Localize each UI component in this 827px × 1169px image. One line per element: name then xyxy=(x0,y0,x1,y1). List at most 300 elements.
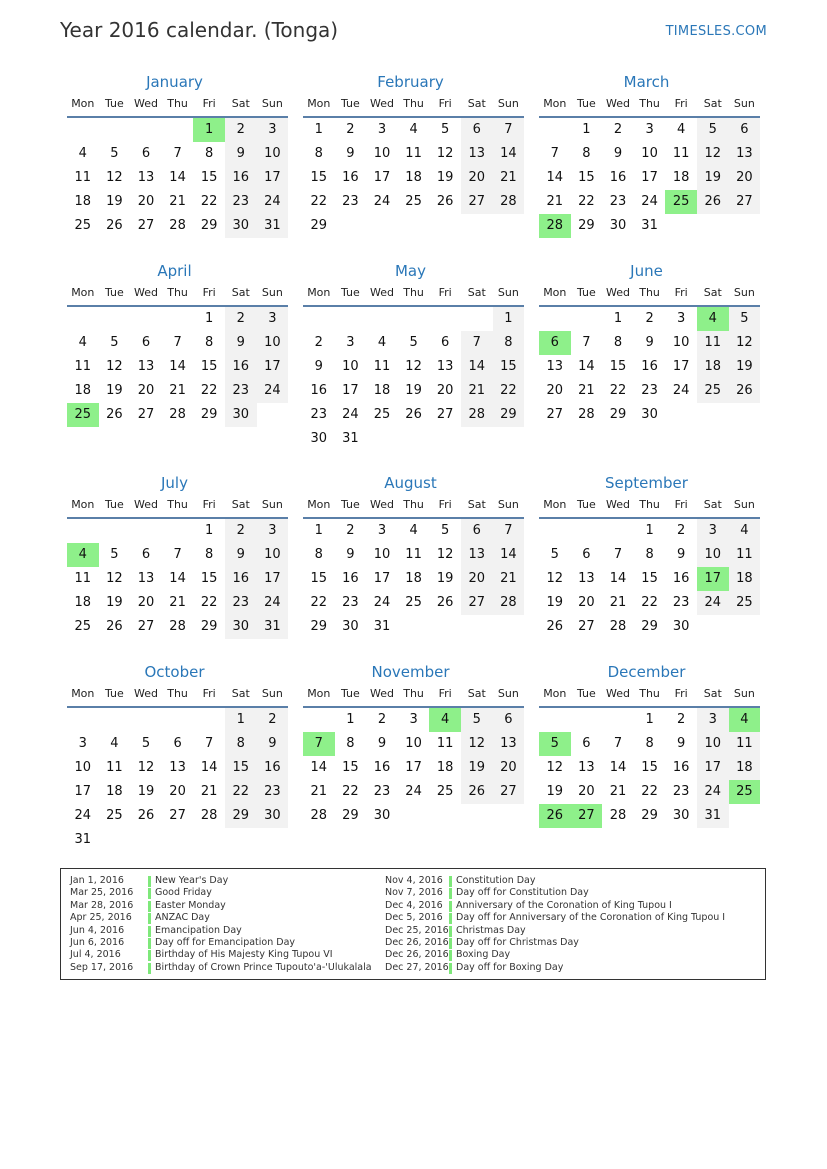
holiday-name: Day off for Anniversary of the Coronation of King Tupou I xyxy=(456,912,726,924)
day-cell: 16 xyxy=(672,760,690,775)
weekday-header: Fri xyxy=(438,97,452,110)
holiday-day: 25 xyxy=(67,403,99,427)
weekday-header: Sat xyxy=(703,97,722,110)
month-july xyxy=(61,473,282,639)
holiday-date: Mar 25, 2016 xyxy=(70,887,134,899)
day-cell: 18 xyxy=(729,756,761,780)
day-cell: 23 xyxy=(609,194,627,209)
day-cell: 18 xyxy=(74,383,92,398)
site-link[interactable]: TIMESLES.COM xyxy=(665,24,767,39)
day-cell: 27 xyxy=(493,780,525,804)
month-grid xyxy=(539,682,754,828)
month-february xyxy=(297,72,518,238)
weekday-header: Fri xyxy=(438,498,452,511)
day-cell: 6 xyxy=(141,146,151,161)
day-cell: 22 xyxy=(225,780,257,804)
day-cell: 17 xyxy=(697,756,729,780)
day-cell: 7 xyxy=(582,335,591,350)
day-cell: 16 xyxy=(225,166,257,190)
empty-cell xyxy=(130,118,162,142)
day-cell: 9 xyxy=(645,335,654,350)
day-cell: 31 xyxy=(373,619,391,634)
day-cell: 22 xyxy=(200,383,218,398)
day-cell: 28 xyxy=(169,218,186,233)
month-september xyxy=(533,473,754,639)
day-cell: 1 xyxy=(613,311,623,326)
day-cell: 29 xyxy=(609,407,627,422)
day-cell: 14 xyxy=(169,571,186,586)
day-cell: 10 xyxy=(697,732,729,756)
day-cell: 1 xyxy=(205,523,214,538)
day-cell: 26 xyxy=(436,595,454,610)
day-cell: 3 xyxy=(346,335,355,350)
day-cell: 1 xyxy=(645,712,654,727)
holiday-date: Jun 4, 2016 xyxy=(70,924,125,936)
weekday-header: Fri xyxy=(202,498,216,511)
day-cell: 25 xyxy=(405,194,422,209)
month-grid xyxy=(67,493,282,639)
month-may xyxy=(297,261,518,451)
holiday-marker xyxy=(449,926,452,937)
holiday-name: Day off for Emancipation Day xyxy=(155,936,296,948)
empty-cell xyxy=(539,307,571,331)
day-cell: 10 xyxy=(405,736,422,751)
day-cell: 20 xyxy=(461,166,493,190)
day-cell: 9 xyxy=(225,331,257,355)
day-cell: 6 xyxy=(141,547,151,562)
empty-cell xyxy=(602,519,634,543)
month-grid xyxy=(67,92,282,238)
weekday-header: Fri xyxy=(674,498,688,511)
month-december xyxy=(533,662,754,828)
day-cell: 29 xyxy=(310,218,328,233)
day-cell: 26 xyxy=(405,407,422,422)
holiday-day: 28 xyxy=(539,214,571,238)
day-cell: 1 xyxy=(582,122,591,137)
day-cell: 20 xyxy=(578,595,595,610)
day-cell: 3 xyxy=(257,118,289,142)
holiday-row xyxy=(385,937,765,949)
month-name: November xyxy=(371,663,450,681)
month-name: March xyxy=(623,73,670,91)
day-cell: 25 xyxy=(697,379,729,403)
day-cell: 29 xyxy=(641,808,658,823)
weekday-header: Mon xyxy=(71,687,95,700)
day-cell: 4 xyxy=(110,736,119,751)
weekday-header: Wed xyxy=(605,97,630,110)
day-cell: 18 xyxy=(74,595,92,610)
day-cell: 16 xyxy=(310,383,328,398)
day-cell: 18 xyxy=(405,571,422,586)
day-cell: 20 xyxy=(137,383,155,398)
holiday-date: Jul 4, 2016 xyxy=(70,949,121,961)
day-cell: 29 xyxy=(342,808,359,823)
holiday-marker xyxy=(449,938,452,949)
holiday-marker xyxy=(449,950,452,961)
weekday-header: Fri xyxy=(438,286,452,299)
day-cell: 14 xyxy=(169,359,186,374)
holiday-date: Nov 4, 2016 xyxy=(385,875,443,886)
day-cell: 10 xyxy=(641,146,658,161)
holiday-marker xyxy=(148,963,151,974)
holiday-day: 27 xyxy=(571,804,603,828)
day-cell: 6 xyxy=(141,335,151,350)
holiday-date: Jan 1, 2016 xyxy=(70,875,124,886)
day-cell: 21 xyxy=(609,595,627,610)
holiday-day: 5 xyxy=(539,732,571,756)
day-cell: 16 xyxy=(225,567,257,591)
day-cell: 3 xyxy=(677,311,686,326)
weekday-header: Sun xyxy=(497,97,519,110)
weekday-header: Tue xyxy=(104,498,124,511)
weekday-header: Sun xyxy=(733,97,755,110)
day-cell: 4 xyxy=(729,519,761,543)
day-cell: 27 xyxy=(137,407,155,422)
weekday-header: Sat xyxy=(467,286,486,299)
month-name: January xyxy=(146,73,203,91)
day-cell: 7 xyxy=(173,547,182,562)
holiday-row xyxy=(385,887,765,899)
day-cell: 14 xyxy=(200,760,218,775)
day-cell: 3 xyxy=(257,307,289,331)
weekday-header: Sat xyxy=(231,97,250,110)
day-cell: 31 xyxy=(257,615,289,639)
day-cell: 9 xyxy=(346,146,355,161)
day-cell: 21 xyxy=(578,383,595,398)
month-grid xyxy=(67,682,282,852)
day-cell: 3 xyxy=(697,519,729,543)
day-cell: 1 xyxy=(314,523,323,538)
day-cell: 17 xyxy=(373,170,391,185)
day-cell: 13 xyxy=(578,760,595,775)
day-cell: 12 xyxy=(436,547,454,562)
day-cell: 28 xyxy=(493,190,525,214)
day-cell: 23 xyxy=(641,383,658,398)
day-cell: 13 xyxy=(169,760,186,775)
weekday-header: Sat xyxy=(467,97,486,110)
weekday-header: Sun xyxy=(497,498,519,511)
weekday-header: Wed xyxy=(369,97,394,110)
day-cell: 12 xyxy=(546,760,564,775)
day-cell: 19 xyxy=(106,595,123,610)
weekday-header: Sun xyxy=(733,498,755,511)
holiday-date: Dec 27, 2016 xyxy=(385,961,449,973)
day-cell: 27 xyxy=(461,190,493,214)
day-cell: 2 xyxy=(346,523,355,538)
empty-cell xyxy=(99,708,131,732)
holiday-marker xyxy=(148,950,151,961)
day-cell: 28 xyxy=(609,619,627,634)
day-cell: 13 xyxy=(546,359,564,374)
holiday-date: Dec 25, 2016 xyxy=(385,924,449,936)
day-cell: 8 xyxy=(582,146,591,161)
weekday-header: Fri xyxy=(674,97,688,110)
day-cell: 28 xyxy=(169,407,186,422)
day-cell: 13 xyxy=(137,170,155,185)
empty-cell xyxy=(99,519,131,543)
day-cell: 22 xyxy=(641,784,658,799)
day-cell: 9 xyxy=(377,736,387,751)
day-cell: 17 xyxy=(641,170,658,185)
day-cell: 8 xyxy=(225,732,257,756)
weekday-header: Thu xyxy=(403,687,424,700)
day-cell: 6 xyxy=(461,519,493,543)
day-cell: 30 xyxy=(342,619,359,634)
day-cell: 2 xyxy=(225,519,257,543)
day-cell: 27 xyxy=(137,218,155,233)
day-cell: 8 xyxy=(314,146,323,161)
day-cell: 3 xyxy=(78,736,87,751)
weekday-header: Mon xyxy=(71,97,95,110)
empty-cell xyxy=(539,118,571,142)
month-name: June xyxy=(630,262,663,280)
day-cell: 25 xyxy=(106,808,123,823)
day-cell: 24 xyxy=(342,407,359,422)
month-name: October xyxy=(144,663,205,681)
month-name: April xyxy=(157,262,192,280)
holiday-date: Mar 28, 2016 xyxy=(70,899,134,911)
weekday-header: Sat xyxy=(703,687,722,700)
day-cell: 11 xyxy=(697,331,729,355)
day-cell: 23 xyxy=(672,595,690,610)
day-cell: 22 xyxy=(609,383,627,398)
day-cell: 29 xyxy=(641,619,658,634)
holiday-day: 7 xyxy=(303,732,335,756)
day-cell: 22 xyxy=(310,194,328,209)
weekday-header: Sat xyxy=(231,286,250,299)
day-cell: 20 xyxy=(169,784,186,799)
day-cell: 2 xyxy=(677,712,686,727)
weekday-header: Wed xyxy=(133,97,158,110)
day-cell: 5 xyxy=(110,547,119,562)
empty-cell xyxy=(130,307,162,331)
holiday-marker xyxy=(449,901,452,912)
weekday-header: Fri xyxy=(202,97,216,110)
empty-cell xyxy=(67,118,99,142)
day-cell: 19 xyxy=(106,383,123,398)
holiday-row xyxy=(385,912,765,924)
month-august xyxy=(297,473,518,639)
weekday-header: Wed xyxy=(133,286,158,299)
day-cell: 25 xyxy=(74,619,92,634)
holiday-name: Day off for Boxing Day xyxy=(456,961,564,973)
day-cell: 4 xyxy=(409,523,418,538)
day-cell: 9 xyxy=(225,142,257,166)
day-cell: 21 xyxy=(461,379,493,403)
day-cell: 24 xyxy=(672,383,690,398)
day-cell: 18 xyxy=(405,170,422,185)
weekday-header: Thu xyxy=(167,687,188,700)
day-cell: 18 xyxy=(106,784,123,799)
month-name: August xyxy=(384,474,437,492)
holiday-marker xyxy=(449,888,452,899)
day-cell: 28 xyxy=(609,808,627,823)
weekday-header: Wed xyxy=(605,498,630,511)
holiday-name: Anniversary of the Coronation of King Tupou I xyxy=(456,899,672,911)
weekday-header: Mon xyxy=(307,498,331,511)
day-cell: 31 xyxy=(342,431,359,446)
weekday-header: Sun xyxy=(261,97,283,110)
empty-cell xyxy=(335,307,367,331)
weekday-header: Thu xyxy=(403,498,424,511)
day-cell: 30 xyxy=(672,619,690,634)
weekday-header: Thu xyxy=(167,97,188,110)
day-cell: 11 xyxy=(729,732,761,756)
day-cell: 15 xyxy=(310,170,328,185)
weekday-header: Sat xyxy=(703,498,722,511)
day-cell: 1 xyxy=(225,708,257,732)
weekday-header: Tue xyxy=(340,498,360,511)
day-cell: 12 xyxy=(729,331,761,355)
day-cell: 27 xyxy=(546,407,564,422)
holiday-date: Dec 26, 2016 xyxy=(385,949,449,961)
holiday-day: 6 xyxy=(539,331,571,355)
weekday-header: Wed xyxy=(605,687,630,700)
day-cell: 8 xyxy=(613,335,623,350)
day-cell: 8 xyxy=(314,547,323,562)
day-cell: 2 xyxy=(645,311,654,326)
day-cell: 23 xyxy=(342,194,359,209)
holiday-day: 17 xyxy=(697,567,729,591)
day-cell: 19 xyxy=(405,383,422,398)
day-cell: 23 xyxy=(225,379,257,403)
day-cell: 18 xyxy=(729,567,761,591)
weekday-header: Fri xyxy=(674,687,688,700)
day-cell: 24 xyxy=(257,379,289,403)
day-cell: 2 xyxy=(613,122,623,137)
weekday-header: Sun xyxy=(261,687,283,700)
day-cell: 16 xyxy=(342,170,359,185)
day-cell: 15 xyxy=(641,571,658,586)
day-cell: 3 xyxy=(697,708,729,732)
day-cell: 9 xyxy=(225,543,257,567)
day-cell: 5 xyxy=(550,547,559,562)
holiday-row xyxy=(385,949,765,961)
day-cell: 15 xyxy=(609,359,627,374)
day-cell: 12 xyxy=(106,170,123,185)
day-cell: 30 xyxy=(225,214,257,238)
day-cell: 23 xyxy=(310,407,328,422)
day-cell: 2 xyxy=(677,523,686,538)
holiday-marker xyxy=(449,876,452,887)
day-cell: 11 xyxy=(74,571,92,586)
day-cell: 15 xyxy=(200,170,218,185)
day-cell: 22 xyxy=(493,379,525,403)
day-cell: 23 xyxy=(373,784,391,799)
day-cell: 29 xyxy=(225,804,257,828)
weekday-header: Sun xyxy=(497,286,519,299)
day-cell: 2 xyxy=(314,335,323,350)
day-cell: 23 xyxy=(225,190,257,214)
empty-cell xyxy=(99,307,131,331)
day-cell: 28 xyxy=(578,407,595,422)
day-cell: 20 xyxy=(137,194,155,209)
month-name: May xyxy=(394,262,426,280)
day-cell: 1 xyxy=(493,307,525,331)
day-cell: 13 xyxy=(137,571,155,586)
day-cell: 6 xyxy=(582,736,591,751)
day-cell: 26 xyxy=(729,379,761,403)
day-cell: 26 xyxy=(106,218,123,233)
empty-cell xyxy=(571,708,603,732)
weekday-header: Mon xyxy=(543,97,567,110)
weekday-header: Fri xyxy=(202,687,216,700)
holiday-row xyxy=(385,925,765,937)
day-cell: 19 xyxy=(546,595,564,610)
day-cell: 7 xyxy=(493,519,525,543)
day-cell: 29 xyxy=(200,619,218,634)
day-cell: 12 xyxy=(461,732,493,756)
day-cell: 11 xyxy=(373,359,391,374)
month-january xyxy=(61,72,282,238)
day-cell: 13 xyxy=(436,359,454,374)
day-cell: 16 xyxy=(641,359,658,374)
weekday-header: Fri xyxy=(674,286,688,299)
day-cell: 25 xyxy=(729,591,761,615)
day-cell: 26 xyxy=(436,194,454,209)
day-cell: 10 xyxy=(373,146,391,161)
day-cell: 21 xyxy=(169,595,186,610)
empty-cell xyxy=(602,708,634,732)
day-cell: 30 xyxy=(641,407,658,422)
day-cell: 16 xyxy=(342,571,359,586)
month-name: July xyxy=(161,474,188,492)
day-cell: 12 xyxy=(546,571,564,586)
weekday-header: Tue xyxy=(576,687,596,700)
day-cell: 31 xyxy=(641,218,658,233)
holiday-date: Dec 4, 2016 xyxy=(385,899,443,911)
day-cell: 18 xyxy=(373,383,391,398)
day-cell: 30 xyxy=(373,808,391,823)
day-cell: 16 xyxy=(373,760,391,775)
weekday-header: Thu xyxy=(167,286,188,299)
day-cell: 12 xyxy=(405,359,422,374)
holiday-name: Christmas Day xyxy=(456,924,526,936)
weekday-header: Tue xyxy=(576,97,596,110)
day-cell: 13 xyxy=(493,732,525,756)
day-cell: 11 xyxy=(405,146,422,161)
weekday-header: Wed xyxy=(605,286,630,299)
weekday-header: Tue xyxy=(576,286,596,299)
holiday-name: Easter Monday xyxy=(155,899,226,911)
month-name: December xyxy=(607,663,686,681)
day-cell: 18 xyxy=(672,170,690,185)
holiday-day: 25 xyxy=(729,780,761,804)
holiday-marker xyxy=(148,876,151,887)
day-cell: 12 xyxy=(436,146,454,161)
day-cell: 3 xyxy=(409,712,418,727)
day-cell: 11 xyxy=(405,547,422,562)
weekday-header: Mon xyxy=(543,687,567,700)
month-april xyxy=(61,261,282,427)
day-cell: 6 xyxy=(582,547,591,562)
day-cell: 5 xyxy=(697,118,729,142)
day-cell: 11 xyxy=(436,736,454,751)
day-cell: 20 xyxy=(436,383,454,398)
holiday-marker xyxy=(449,913,452,924)
day-cell: 10 xyxy=(257,331,289,355)
day-cell: 24 xyxy=(74,808,92,823)
day-cell: 23 xyxy=(257,780,289,804)
empty-cell xyxy=(539,708,571,732)
month-name: September xyxy=(605,474,688,492)
holiday-day: 4 xyxy=(429,708,461,732)
day-cell: 10 xyxy=(373,547,391,562)
holiday-date: Jun 6, 2016 xyxy=(70,936,125,948)
day-cell: 20 xyxy=(729,166,761,190)
holiday-date: Dec 26, 2016 xyxy=(385,936,449,948)
weekday-header: Mon xyxy=(71,286,95,299)
